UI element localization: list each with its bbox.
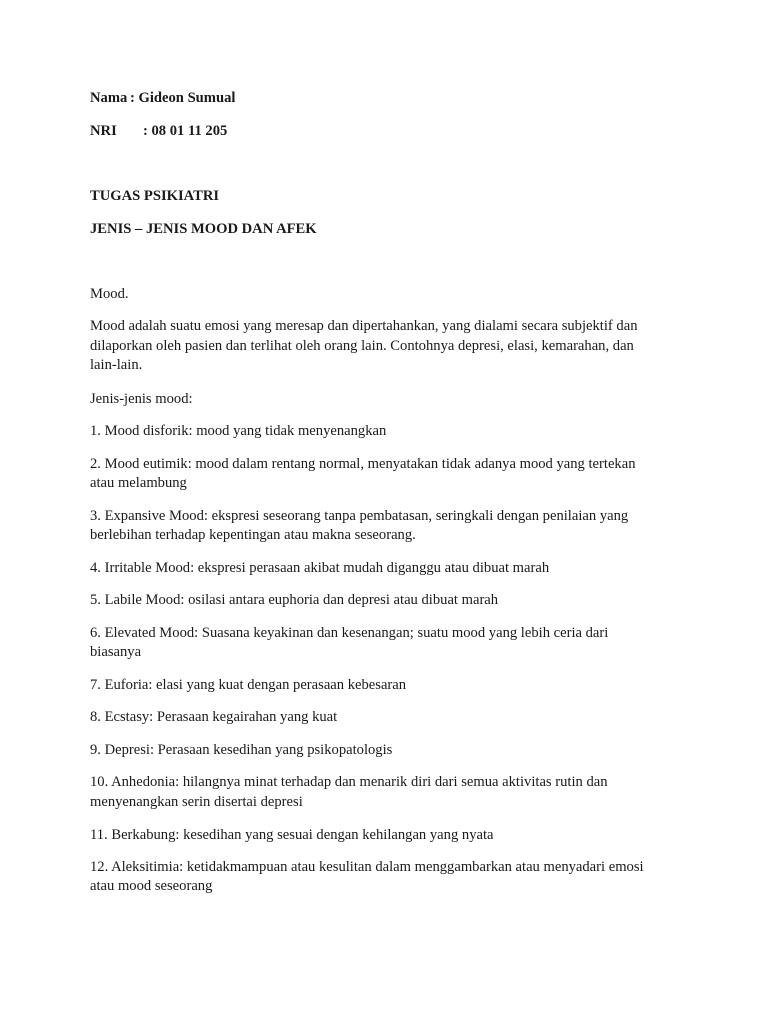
list-item-6-cont: biasanya <box>90 644 142 660</box>
course-title: TUGAS PSIKIATRI <box>90 188 220 204</box>
topic-title: JENIS – JENIS MOOD DAN AFEK <box>90 221 317 237</box>
definition-line: lain-lain. <box>90 357 143 373</box>
name-value: : Gideon Sumual <box>130 90 236 106</box>
list-heading: Jenis-jenis mood: <box>90 391 193 407</box>
student-name-line <box>90 89 235 109</box>
section-heading: Mood. <box>90 286 129 302</box>
list-item-2: 2. Mood eutimik: mood dalam rentang normal, menyatakan tidak adanya mood yang tertekan <box>90 456 636 472</box>
document-page <box>90 0 690 1024</box>
list-item-4: 4. Irritable Mood: ekspresi perasaan akibat mudah diganggu atau dibuat marah <box>90 560 550 576</box>
name-label: Nama <box>90 90 128 106</box>
list-item-6: 6. Elevated Mood: Suasana keyakinan dan kesenangan; suatu mood yang lebih ceria dari <box>90 625 609 641</box>
list-item-11: 11. Berkabung: kesedihan yang sesuai dengan kehilangan yang nyata <box>90 827 494 843</box>
list-item-12: 12. Aleksitimia: ketidakmampuan atau kesulitan dalam menggambarkan atau menyadari emosi <box>90 859 644 875</box>
list-item-9: 9. Depresi: Perasaan kesedihan yang psikopatologis <box>90 742 393 758</box>
list-item-10: 10. Anhedonia: hilangnya minat terhadap dan menarik diri dari semua aktivitas rutin dan <box>90 774 608 790</box>
list-item-3: 3. Expansive Mood: ekspresi seseorang tanpa pembatasan, seringkali dengan penilaian yang <box>90 508 629 524</box>
list-item-10-cont: menyenangkan serin disertai depresi <box>90 794 303 810</box>
nri-value: : 08 01 11 205 <box>143 123 228 139</box>
nri-label: NRI <box>90 123 117 139</box>
definition-line: dilaporkan oleh pasien dan terlihat oleh orang lain. Contohnya depresi, elasi, kemarahan, dan <box>90 338 634 354</box>
definition-line: Mood adalah suatu emosi yang meresap dan dipertahankan, yang dialami secara subjektif dan <box>90 318 638 334</box>
list-item-12-cont: atau mood seseorang <box>90 878 213 894</box>
list-item-7: 7. Euforia: elasi yang kuat dengan perasaan kebesaran <box>90 677 407 693</box>
list-item-2-cont: atau melambung <box>90 475 187 491</box>
student-nri-line <box>90 122 227 142</box>
list-item-5: 5. Labile Mood: osilasi antara euphoria dan depresi atau dibuat marah <box>90 592 499 608</box>
list-item-1: 1. Mood disforik: mood yang tidak menyenangkan <box>90 423 387 439</box>
list-item-8: 8. Ecstasy: Perasaan kegairahan yang kuat <box>90 709 338 725</box>
list-item-3-cont: berlebihan terhadap kepentingan atau makna seseorang. <box>90 527 416 543</box>
